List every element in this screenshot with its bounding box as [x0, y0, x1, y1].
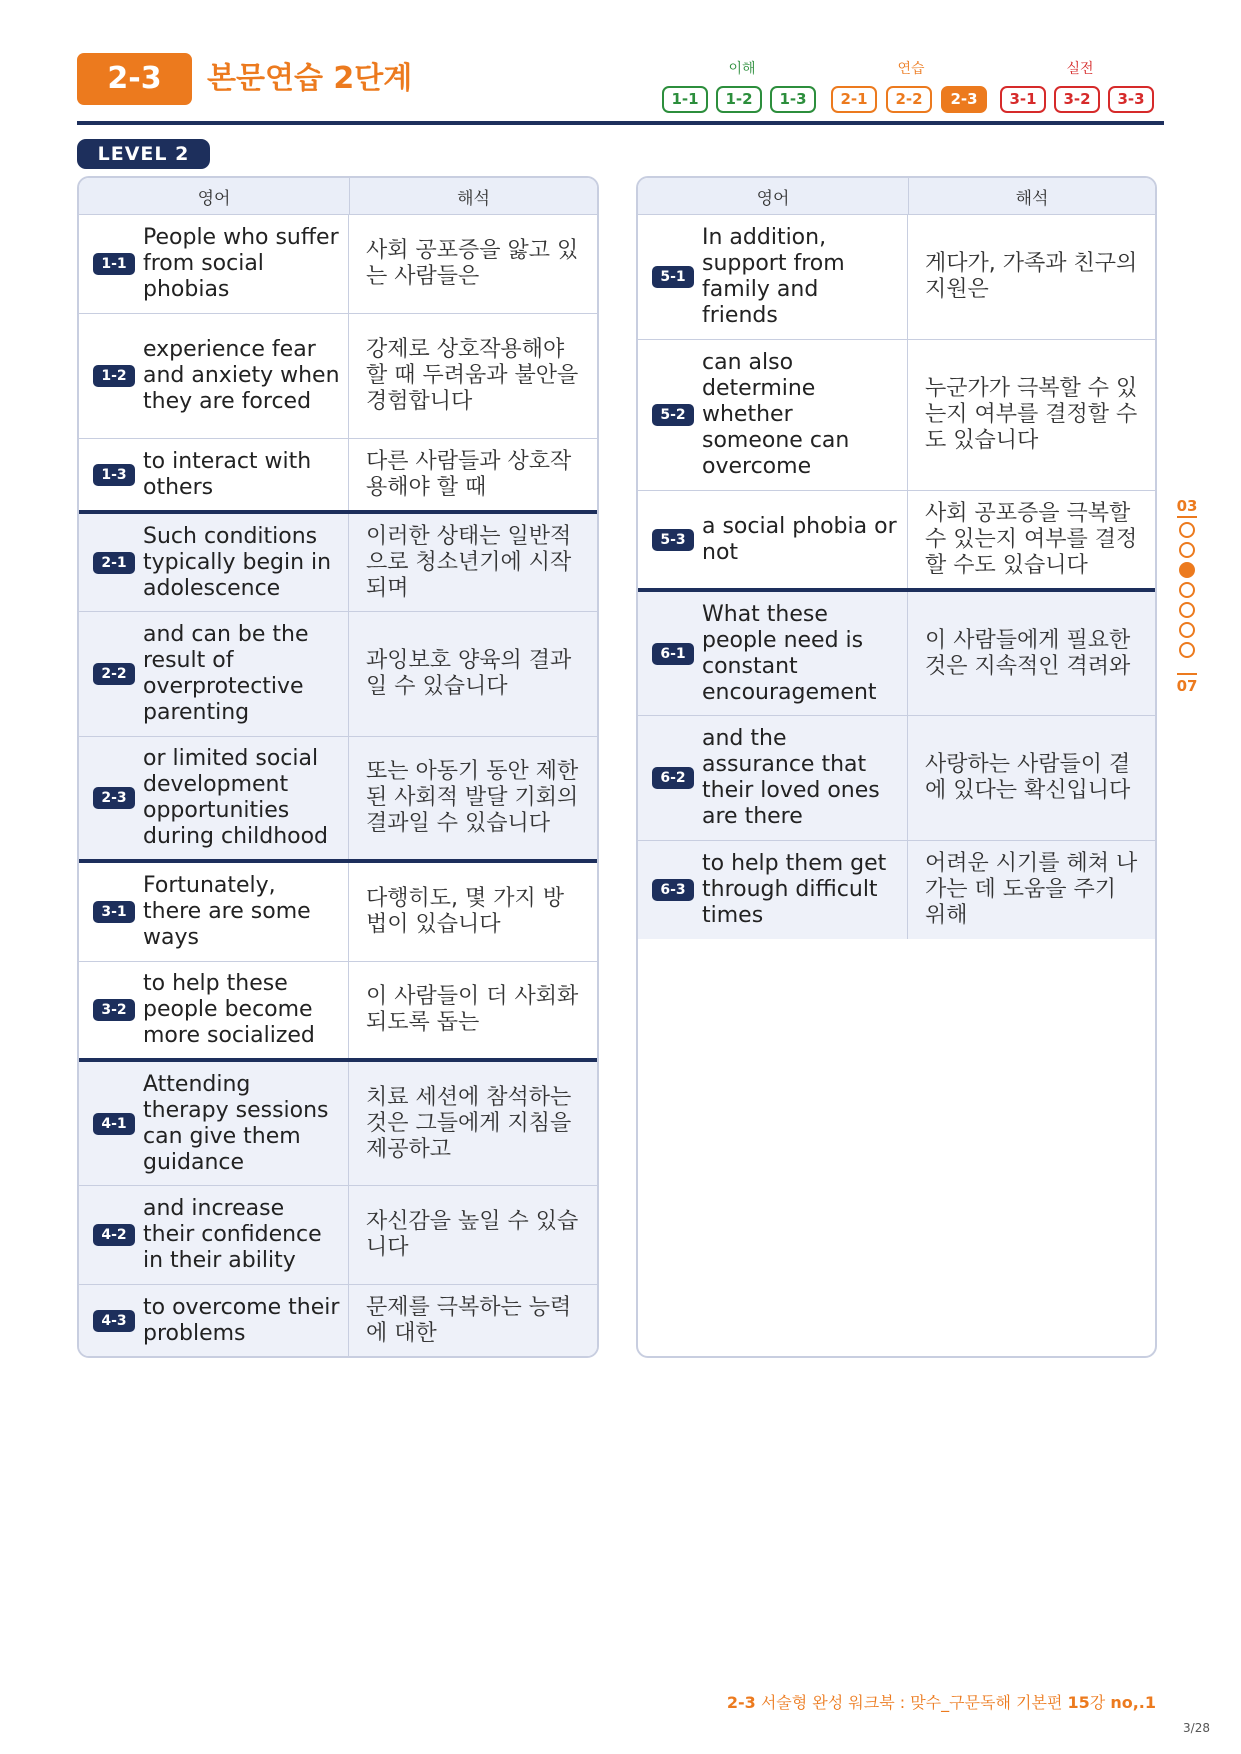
table-row	[79, 1186, 597, 1285]
table-header	[79, 178, 597, 215]
sentence-number: 6-3	[652, 879, 694, 901]
sentence-number: 2-1	[93, 552, 135, 574]
table-row	[79, 314, 597, 439]
section-badge: 2-3	[77, 53, 192, 105]
table-row	[79, 215, 597, 314]
sentence-number: 5-1	[652, 266, 694, 288]
english-text: can also determine whether someone can overcome	[702, 350, 850, 479]
table-header	[638, 178, 1155, 215]
korean-translation: 치료 세션에 참석하는 것은 그들에게 지침을 제공하고	[349, 1062, 597, 1185]
footer-number: no,.1	[1110, 1693, 1156, 1712]
english-text: In addition, support from family and friends	[702, 225, 845, 328]
progress-divider	[1177, 516, 1197, 518]
english-text: and can be the result of overprotective parenting	[143, 622, 309, 725]
english-text: experience fear and anxiety when they are forced	[143, 337, 340, 414]
table-row	[79, 612, 597, 737]
progress-dot	[1179, 642, 1195, 658]
table-row	[79, 962, 597, 1062]
table-row	[638, 716, 1155, 841]
english-text: a social phobia or not	[702, 513, 897, 565]
sentence-number: 4-1	[93, 1113, 135, 1135]
korean-translation: 다행히도, 몇 가지 방법이 있습니다	[366, 886, 564, 937]
progress-dot	[1179, 522, 1195, 538]
nav-chip-3-1[interactable]: 3-1	[1000, 86, 1046, 113]
sentence-number: 4-3	[93, 1310, 135, 1332]
footer-lesson: 15	[1067, 1693, 1090, 1712]
nav-chip-1-3[interactable]: 1-3	[770, 86, 816, 113]
table-row	[79, 1062, 597, 1186]
nav-chip-2-3[interactable]: 2-3	[941, 86, 987, 113]
footer-code: 2-3	[726, 1693, 756, 1712]
nav-chip-3-2[interactable]: 3-2	[1054, 86, 1100, 113]
progress-divider	[1177, 673, 1197, 675]
page-number: 3/28	[1183, 1721, 1210, 1735]
sentence-number: 1-3	[93, 464, 135, 486]
table-row	[638, 340, 1155, 491]
english-text: People who suffer from social phobias	[143, 225, 339, 302]
nav-chip-1-1[interactable]: 1-1	[662, 86, 708, 113]
table-row	[638, 491, 1155, 592]
korean-translation: 사회 공포증을 극복할 수 있는지 여부를 결정할 수도 있습니다	[925, 500, 1138, 578]
table-row	[79, 514, 597, 612]
table-row	[79, 439, 597, 514]
english-text: Fortunately, there are some ways	[143, 873, 311, 950]
footer-text	[727, 1690, 1156, 1713]
korean-translation: 또는 아동기 동안 제한된 사회적 발달 기회의 결과일 수 있습니다	[349, 737, 597, 859]
table-row	[638, 215, 1155, 340]
progress-dot	[1179, 582, 1195, 598]
sentence-table-left	[77, 176, 599, 1358]
english-text: to help these people become more socialized	[143, 971, 315, 1048]
table-row	[79, 1285, 597, 1356]
column-header-english: 영어	[79, 178, 350, 214]
korean-translation: 이 사람들이 더 사회화되도록 돕는	[366, 984, 579, 1035]
footer-book-title: 서술형 완성 워크북 : 맞수_구문독해 기본편	[760, 1693, 1063, 1712]
nav-group-label: 실전	[1066, 61, 1094, 77]
sentence-number: 2-3	[93, 787, 135, 809]
table-row	[638, 592, 1155, 716]
header-divider	[77, 121, 1164, 125]
korean-translation: 자신감을 높일 수 있습니다	[349, 1186, 597, 1284]
column-header-korean: 해석	[1015, 188, 1049, 209]
nav-group-label: 이해	[728, 61, 756, 77]
sentence-number: 2-2	[93, 663, 135, 685]
column-header-english: 영어	[638, 178, 909, 214]
footer-lesson-suffix: 강	[1089, 1693, 1106, 1712]
nav-chip-2-2[interactable]: 2-2	[886, 86, 932, 113]
korean-translation: 사랑하는 사람들이 곁에 있다는 확신입니다	[908, 716, 1155, 840]
english-text: or limited social development opportunities during childhood	[143, 746, 329, 849]
korean-translation: 어려운 시기를 헤쳐 나가는 데 도움을 주기 위해	[908, 841, 1155, 939]
sentence-table-right	[636, 176, 1157, 1358]
english-text: to help them get through difficult times	[702, 851, 887, 928]
korean-translation: 이러한 상태는 일반적으로 청소년기에 시작되며	[349, 514, 597, 611]
sentence-number: 6-2	[652, 767, 694, 789]
sentence-number: 6-1	[652, 643, 694, 665]
progress-dot	[1179, 602, 1195, 618]
sentence-number: 5-2	[652, 404, 694, 426]
nav-chip-3-3[interactable]: 3-3	[1108, 86, 1154, 113]
korean-translation: 다른 사람들과 상호작용해야 할 때	[366, 448, 572, 500]
sentence-number: 1-1	[93, 253, 135, 275]
level-badge: LEVEL 2	[77, 139, 210, 169]
english-text: Attending therapy sessions can give them guidance	[143, 1071, 329, 1175]
progress-dot	[1179, 542, 1195, 558]
english-text: Such conditions typically begin in adolescence	[143, 523, 332, 601]
nav-chip-1-2[interactable]: 1-2	[716, 86, 762, 113]
table-row	[79, 737, 597, 863]
korean-translation: 게다가, 가족과 친구의 지원은	[925, 251, 1138, 302]
english-text: to overcome their problems	[143, 1294, 340, 1346]
korean-translation: 이 사람들에게 필요한 것은 지속적인 격려와	[908, 592, 1155, 715]
english-text: What these people need is constant encouragement	[702, 601, 877, 705]
korean-translation: 문제를 극복하는 능력에 대한	[349, 1285, 597, 1356]
nav-group-label: 연습	[897, 61, 925, 77]
table-row	[79, 863, 597, 962]
korean-translation: 강제로 상호작용해야 할 때 두려움과 불안을 경험합니다	[366, 337, 579, 414]
nav-chip-2-1[interactable]: 2-1	[831, 86, 877, 113]
korean-translation: 사회 공포증을 앓고 있는 사람들은	[366, 238, 579, 289]
column-header-korean: 해석	[457, 188, 490, 209]
table-row	[638, 841, 1155, 939]
english-text: and increase their confidence in their ability	[143, 1196, 322, 1273]
english-text: to interact with others	[143, 448, 312, 500]
sentence-number: 1-2	[93, 365, 135, 387]
progress-start-label: 03	[1176, 497, 1198, 515]
sentence-number: 5-3	[652, 529, 694, 551]
progress-dot-current	[1179, 562, 1195, 578]
korean-translation: 과잉보호 양육의 결과일 수 있습니다	[349, 612, 597, 736]
english-text: and the assurance that their loved ones are there	[702, 726, 880, 829]
progress-dot	[1179, 622, 1195, 638]
sentence-number: 4-2	[93, 1224, 135, 1246]
sentence-number: 3-2	[93, 999, 135, 1021]
sentence-number: 3-1	[93, 901, 135, 923]
progress-end-label: 07	[1176, 677, 1198, 695]
korean-translation: 누군가가 극복할 수 있는지 여부를 결정할 수도 있습니다	[925, 376, 1138, 453]
page-title: 본문연습 2단계	[207, 61, 413, 96]
